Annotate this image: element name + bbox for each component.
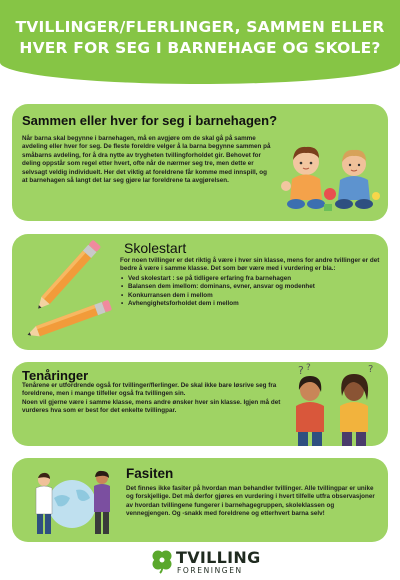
tenaringer-heading: Tenåringer	[22, 368, 89, 383]
clover-logo-icon	[150, 548, 174, 574]
page-title	[0, 0, 400, 59]
skolestart-intro: For noen tvillinger er det riktig å være i hver sin klasse, mens for andre tvillinger er det bedre å være i samme klasse. Det som bør være med i vurdering er bla.:	[120, 257, 380, 273]
skolestart-text	[120, 257, 382, 308]
tenaringer-paragraph-2: Noen vil gjerne være i samme klasse, mens andre ønsker hver sin klasse. Igjen må det vurderes hva som er best for det enkelte tvillingpar.	[22, 398, 281, 415]
skolestart-bullet: • Ved skolestart : se på tidligere erfaring fra barnehagen	[120, 275, 382, 283]
svg-text:?: ?	[298, 364, 304, 377]
barnehagen-card	[12, 104, 388, 221]
page-title-line-1: TVILLINGER/FLERLINGER, SAMMEN ELLER	[15, 18, 385, 36]
fasiten-card	[12, 458, 388, 542]
header-banner	[0, 0, 400, 84]
barnehagen-heading: Sammen eller hver for seg i barnehagen?	[22, 113, 278, 128]
pencils-illustration	[20, 240, 120, 344]
tenaringer-text	[22, 382, 284, 416]
skolestart-bullet: • Konkurransen dem i mellom	[120, 292, 382, 300]
skolestart-bullet: • Avhengighetsforholdet dem i mellom	[120, 300, 382, 308]
fasiten-text	[126, 485, 380, 519]
barnehagen-paragraph: Når barna skal begynne i barnehagen, må en avgjøre om de skal gå på samme avdeling eller hver for seg. De fleste foreldre velger å la barna begynne sammen på småbarns avdeling, for å dra nytte av trygheten tvillingforholdet gir. Behovet for deling oppstår som regel etter hvert, ofte når de nærmer seg tre, men dette er selvsagt veldig individuelt. Her det viktig at foreldrene får komme med innspill, og at barnehagen så langt det lar seg gjøre lar foreldrene ta avgjørelsen.	[22, 135, 271, 185]
skolestart-card	[12, 234, 388, 350]
fasiten-heading: Fasiten	[126, 466, 174, 481]
skolestart-bullet: • Balansen dem imellom: dominans, evner, ansvar og modenhet	[120, 283, 382, 291]
fasiten-paragraph: Det finnes ikke fasiter på hvordan man behandler tvillinger. Alle tvillingpar er unike og forskjellige. Det må derfor gjøres en vurdering i hvert tilfelle utfra observasjoner av hvordan tvillingene fungerer i barnehagegruppen, skoleklassen og vennegjengen. Og -snakk med foreldrene og etterhvert barna selv!	[126, 485, 375, 518]
svg-text:?: ?	[306, 363, 311, 373]
people-with-globe-illustration	[20, 464, 120, 538]
svg-text:?: ?	[368, 364, 374, 375]
logo-subtitle: FORENINGEN	[177, 566, 243, 575]
skolestart-bullet-list	[120, 275, 382, 309]
page-title-line-2: HVER FOR SEG I BARNEHAGE OG SKOLE?	[19, 39, 381, 57]
skolestart-heading: Skolestart	[124, 240, 187, 256]
logo-name: TVILLING	[176, 548, 261, 567]
tvilling-foreningen-logo	[150, 546, 260, 576]
tenaringer-paragraph-1: Tenårene er utfordrende også for tvillinger/flerlinger. De skal ikke bare løsrive seg fra foreldrene, men i mange tilfeller også fra tvillingen sin.	[22, 382, 277, 398]
tenaringer-card	[12, 362, 388, 446]
teenagers-illustration	[284, 360, 384, 446]
children-playing-illustration	[274, 134, 386, 214]
barnehagen-text	[22, 135, 274, 185]
